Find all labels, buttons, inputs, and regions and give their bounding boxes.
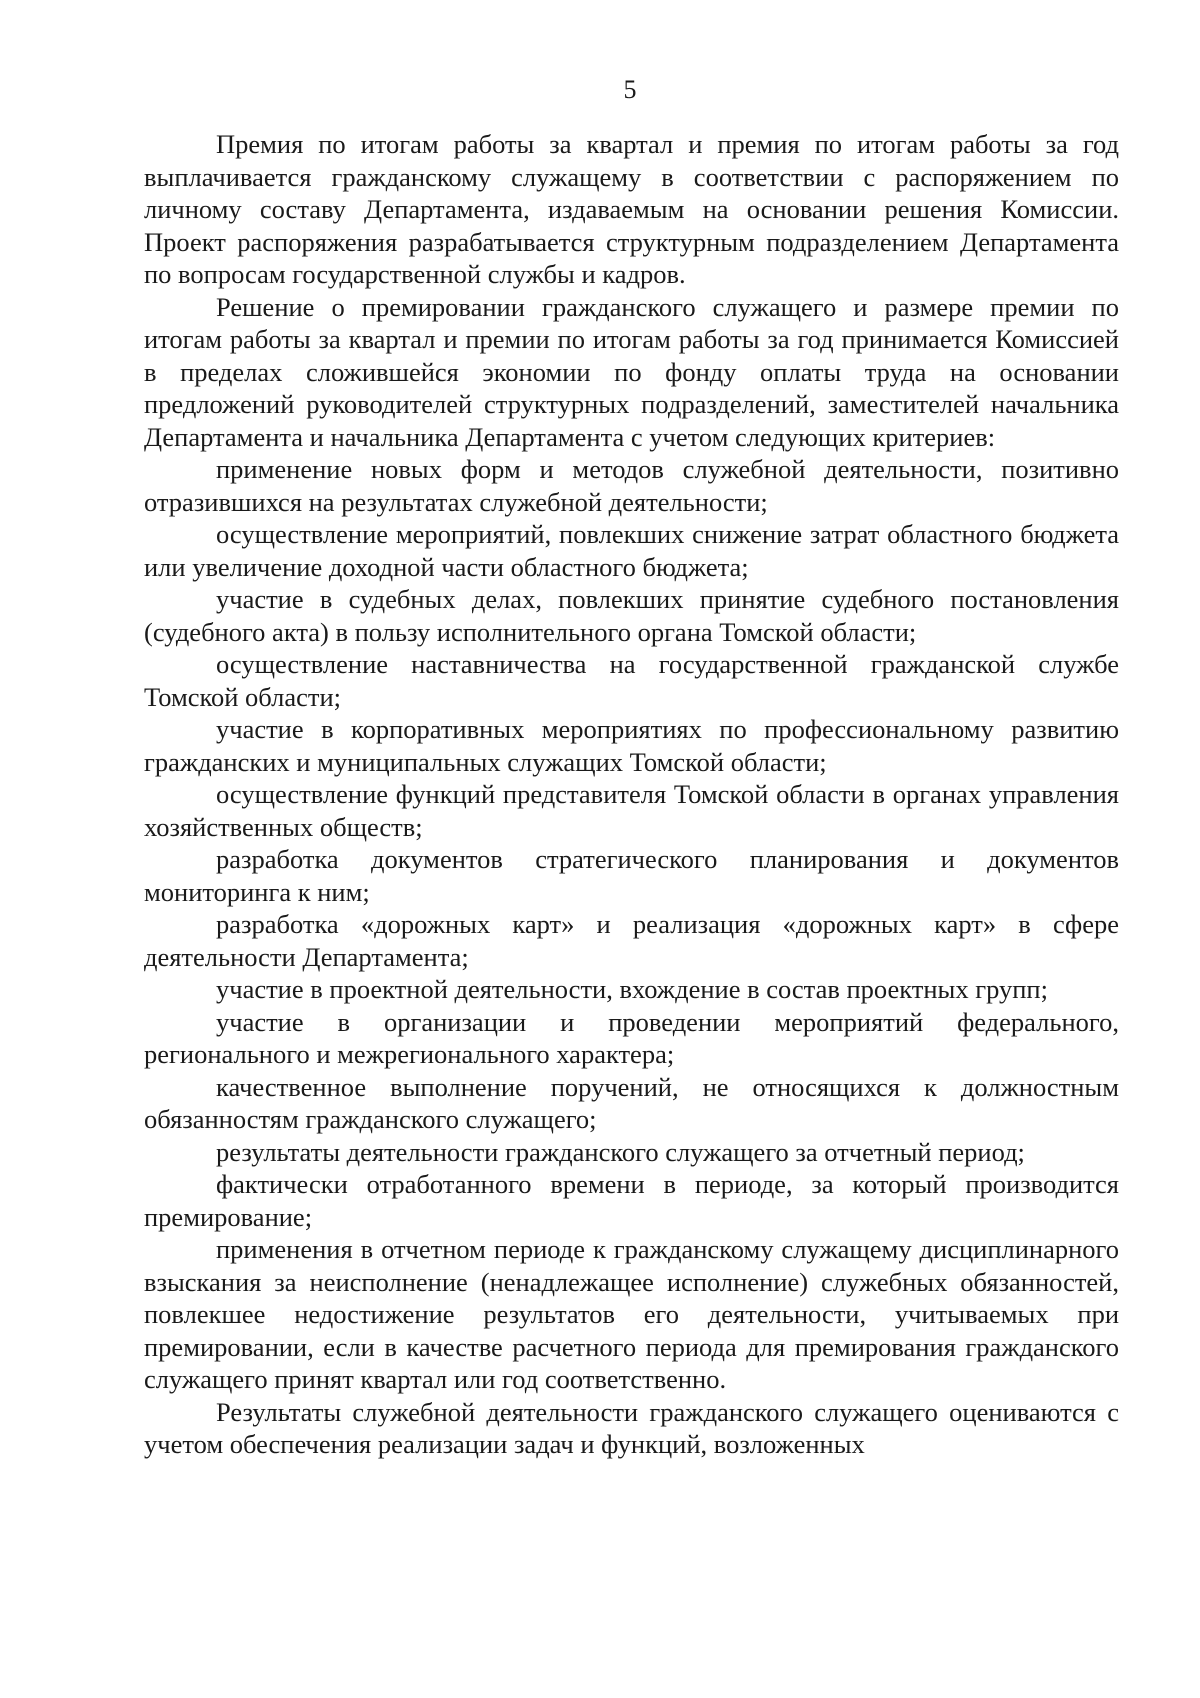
document-body: [144, 128, 1119, 1461]
criterion-new-methods: применение новых форм и методов служебной деятельности, позитивно отразившихся на результатах служебной деятельности;: [144, 454, 1119, 517]
page-number: 5: [623, 75, 637, 104]
criterion-roadmaps: разработка «дорожных карт» и реализация «дорожных карт» в сфере деятельности Департамента;: [144, 909, 1119, 972]
paragraph-bonus-payment: Премия по итогам работы за квартал и премия по итогам работы за год выплачивается гражданскому служащему в соответствии с распоряжением по личному составу Департамента, издаваемым на основании решения Комиссии. Проект распоряжения разрабатывается структурным подразделением Департамента по вопросам государственной службы и кадров.: [144, 129, 1119, 289]
criterion-quality-assignments: качественное выполнение поручений, не относящихся к должностным обязанностям гражданского служащего;: [144, 1071, 1119, 1134]
criterion-corporate-events: участие в корпоративных мероприятиях по профессиональному развитию гражданских и муниципальных служащих Томской области;: [144, 714, 1119, 777]
paragraph-results-evaluation: Результаты служебной деятельности гражданского служащего оцениваются с учетом обеспечения реализации задач и функций, возложенных: [144, 1396, 1119, 1459]
criterion-court-cases: участие в судебных делах, повлекших принятие судебного постановления (судебного акта) в пользу исполнительного органа Томской области;: [144, 584, 1119, 647]
criterion-mentoring: осуществление наставничества на государственной гражданской службе Томской области;: [144, 649, 1119, 712]
criterion-period-results: результаты деятельности гражданского служащего за отчетный период;: [216, 1136, 1025, 1167]
criterion-strategic-planning: разработка документов стратегического планирования и документов мониторинга к ним;: [144, 844, 1119, 907]
criterion-event-organization: участие в организации и проведении мероприятий федерального, регионального и межрегионального характера;: [144, 1006, 1119, 1069]
criterion-worked-time: фактически отработанного времени в периоде, за который производится премирование;: [144, 1169, 1119, 1232]
criterion-project-activity: участие в проектной деятельности, вхождение в состав проектных групп;: [216, 974, 1048, 1004]
criterion-cost-reduction: осуществление мероприятий, повлекших снижение затрат областного бюджета или увеличение доходной части областного бюджета;: [144, 519, 1119, 582]
criterion-representative-functions: осуществление функций представителя Томской области в органах управления хозяйственных обществ;: [144, 779, 1119, 842]
paragraph-bonus-decision: Решение о премировании гражданского служащего и размере премии по итогам работы за квартал и премии по итогам работы за год принимается Комиссией в пределах сложившейся экономии по фонду оплаты труда на основании предложений руководителей структурных подразделений, заместителей начальника Департамента и начальника Департамента с учетом следующих критериев:: [144, 291, 1119, 452]
criterion-disciplinary-action: применения в отчетном периоде к гражданскому служащему дисциплинарного взыскания за неисполнение (ненадлежащее исполнение) служебных обязанностей, повлекшее недостижение результатов его деятельности, учитываемых при премировании, если в качестве расчетного периода для премирования гражданского служащего принят квартал или год соответственно.: [144, 1234, 1119, 1394]
